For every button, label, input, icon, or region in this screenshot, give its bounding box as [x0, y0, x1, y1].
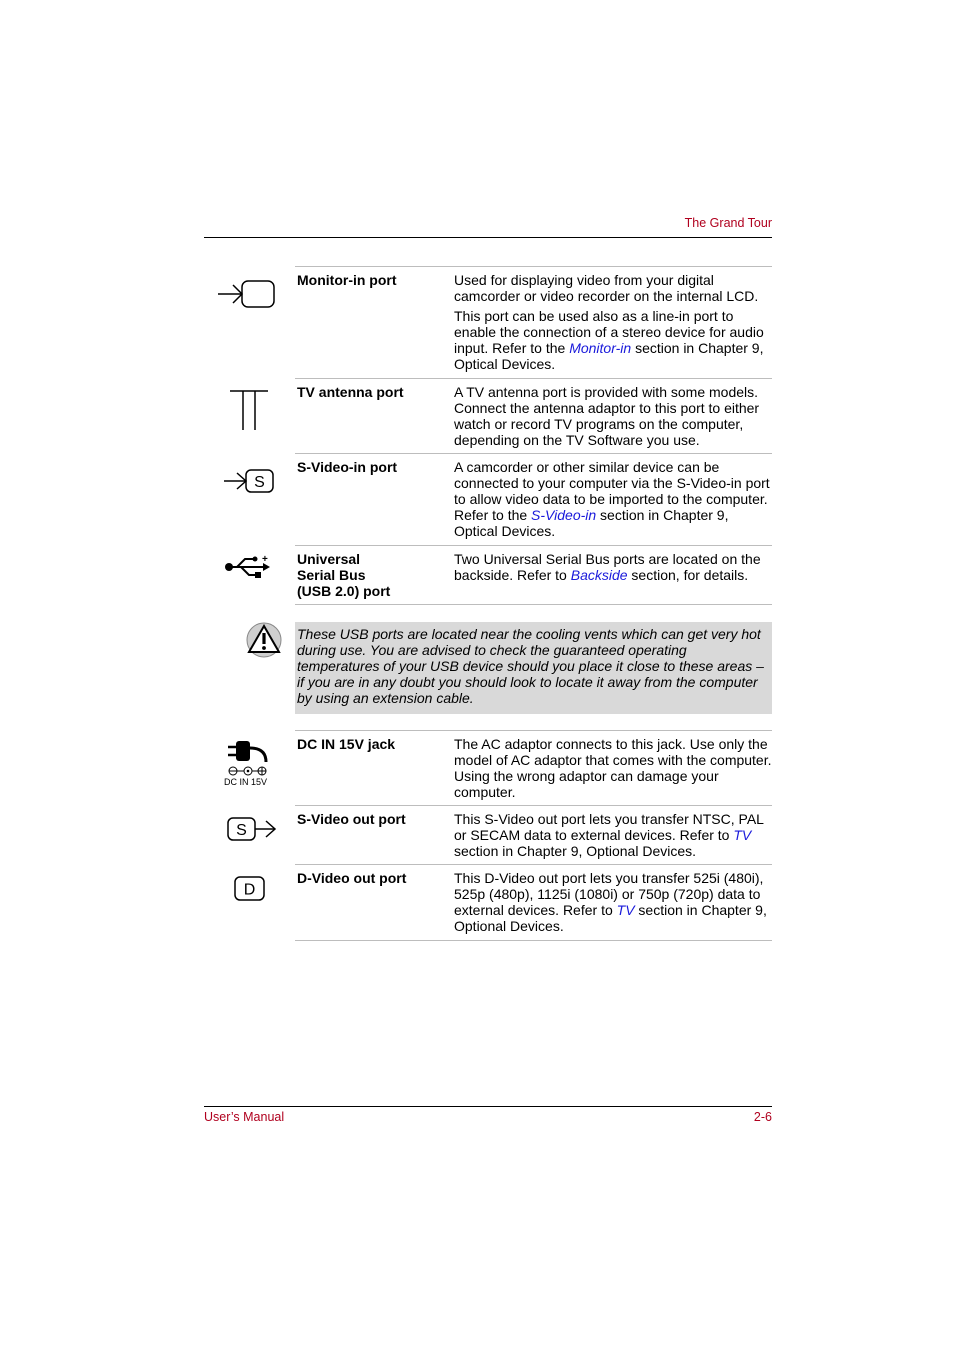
text-span: section in Chapter 9, Optical Devices. — [454, 507, 729, 539]
svg-text:S: S — [236, 822, 247, 839]
port-description — [454, 736, 772, 804]
table-row — [295, 378, 772, 453]
port-description — [454, 459, 772, 543]
tv-link[interactable]: TV — [733, 827, 752, 843]
dc-in-icon-label: DC IN 15V — [224, 777, 268, 787]
footer-divider — [204, 1106, 772, 1107]
port-name-line: Universal — [297, 551, 361, 567]
port-description — [454, 870, 772, 938]
caution-text: These USB ports are located near the cooling vents which can get very hot during use. You are advised to check the guaranteed operating temperatures of your USB device should you place it close to these areas – if you are in any doubt you should look to locate it away from the computer by using an extension cable. — [297, 626, 764, 706]
text-span: section, for details. — [627, 567, 749, 583]
port-description — [454, 384, 772, 452]
monitor-in-icon — [216, 278, 278, 310]
port-name: S-Video-in port — [297, 459, 398, 475]
table-row — [295, 453, 772, 545]
svg-text:+: + — [262, 554, 268, 565]
svg-text:D: D — [243, 881, 256, 899]
text-span: section in Chapter 9, Optional Devices. — [454, 902, 767, 934]
table-row — [295, 864, 772, 941]
text-span: section in Chapter 9, Optional Devices. — [454, 843, 697, 859]
header-divider — [204, 237, 772, 238]
running-header: The Grand Tour — [684, 216, 772, 230]
description-paragraph — [454, 459, 772, 539]
table-row — [295, 545, 772, 604]
description-paragraph: The AC adaptor connects to this jack. Use only the model of AC adaptor that comes with the computer. Using the wrong adaptor can damage your computer. — [454, 736, 772, 800]
svg-text:S: S — [254, 474, 265, 491]
port-description — [454, 272, 772, 376]
port-name: DC IN 15V jack — [297, 736, 396, 752]
description-paragraph: Used for displaying video from your digital camcorder or video recorder on the internal LCD. — [454, 272, 759, 304]
port-name: S-Video out port — [297, 811, 406, 827]
text-span: Two Universal Serial Bus ports are located on the backside. Refer to — [454, 551, 761, 583]
text-span: This D-Video out port lets you transfer 525i (480i), 525p (480p), 1125i (1080i) or 750p (720p) data to external devices. Refer to — [454, 870, 764, 918]
text-span: section in Chapter 9, Optical Devices. — [454, 340, 764, 372]
port-name: D-Video out port — [297, 870, 407, 886]
port-name-line: (USB 2.0) port — [297, 583, 391, 599]
description-paragraph — [454, 308, 772, 372]
usb-icon — [223, 553, 271, 581]
port-name: TV antenna port — [297, 384, 404, 400]
description-paragraph — [454, 811, 772, 859]
caution-icon — [245, 621, 283, 659]
caution-box — [295, 622, 772, 714]
footer-manual-title: User’s Manual — [204, 1110, 285, 1124]
description-paragraph: A TV antenna port is provided with some models. Connect the antenna adaptor to this port to either watch or record TV programs on the computer, depending on the TV Software you use. — [454, 384, 760, 448]
table-row — [295, 266, 772, 378]
page-number: 2-6 — [753, 1110, 772, 1124]
port-name: Monitor-in port — [297, 272, 397, 288]
d-video-out-icon — [233, 875, 267, 903]
table-divider — [295, 604, 772, 605]
s-video-out-icon — [226, 815, 278, 843]
port-description — [454, 811, 772, 863]
port-name-line: Serial Bus — [297, 567, 366, 583]
table-row — [295, 805, 772, 864]
text-span: This S-Video out port lets you transfer NTSC, PAL or SECAM data to external devices. Refer to — [454, 811, 764, 843]
tv-antenna-icon — [228, 386, 272, 432]
monitor-in-link[interactable]: Monitor-in — [569, 340, 632, 356]
dc-in-icon — [226, 738, 272, 778]
port-name — [297, 551, 447, 599]
tv-link[interactable]: TV — [616, 902, 635, 918]
s-video-in-link[interactable]: S-Video-in — [531, 507, 597, 523]
description-paragraph — [454, 870, 772, 934]
table-row — [295, 730, 772, 805]
s-video-in-icon — [222, 467, 276, 495]
port-description — [454, 551, 772, 587]
description-paragraph — [454, 551, 772, 583]
text-span: This port can be used also as a line-in port to enable the connection of a stereo device for audio input. Refer to the — [454, 308, 764, 356]
backside-link[interactable]: Backside — [570, 567, 628, 583]
text-span: A camcorder or other similar device can be connected to your computer via the S-Video-in port to allow video data to be imported to the computer. Refer to the — [454, 459, 770, 523]
